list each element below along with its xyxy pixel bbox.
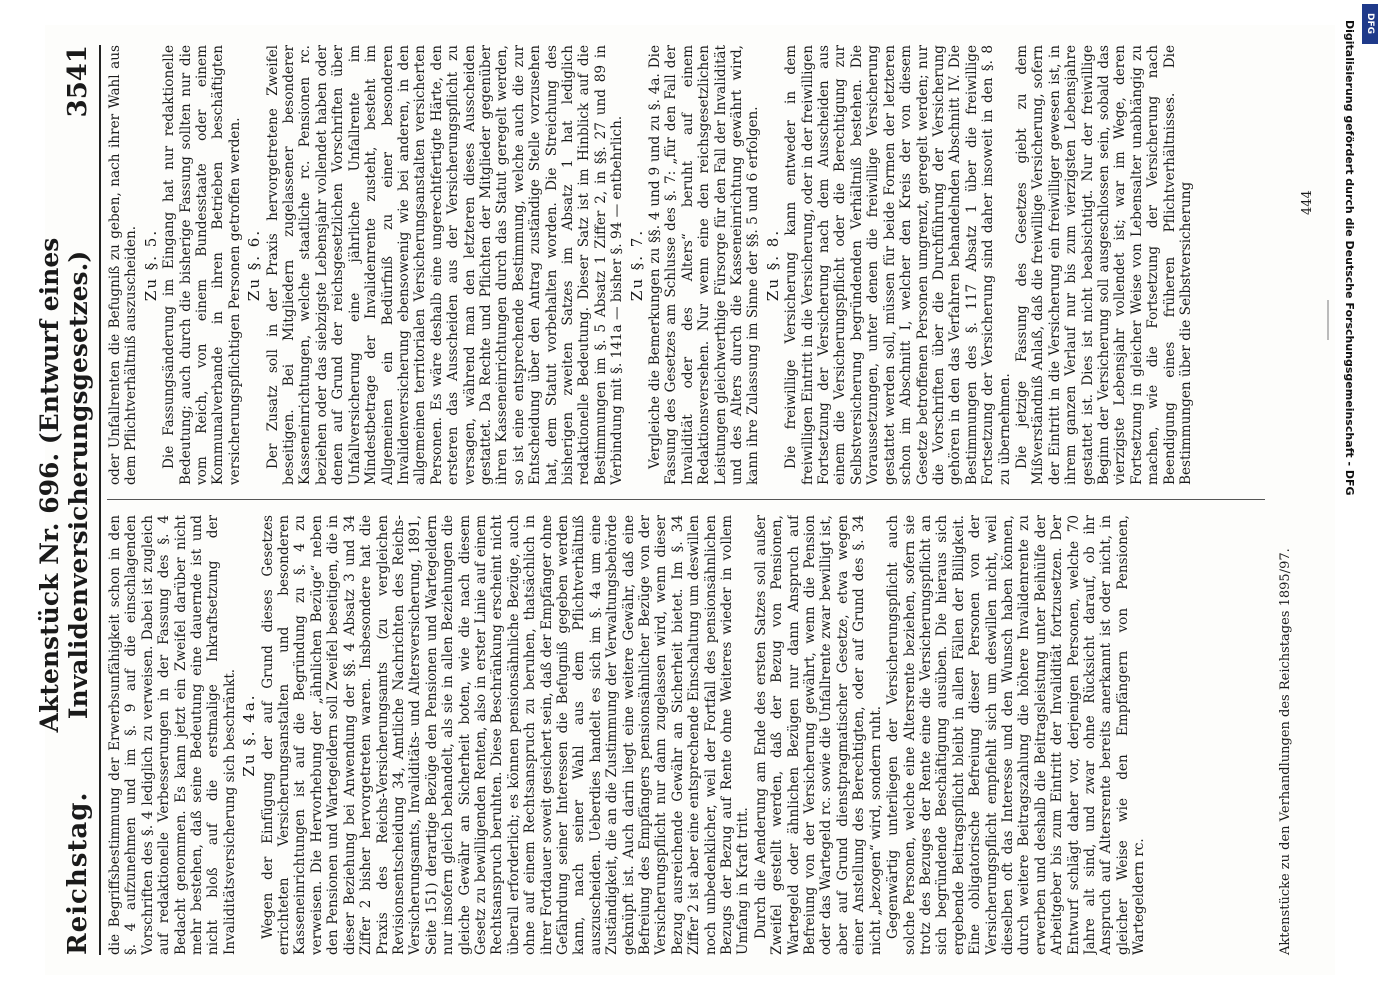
section-heading-6: Zu §. 6.	[245, 228, 264, 302]
section-heading-8: Zu §. 8.	[763, 228, 782, 302]
footer-note: Aktenstücke zu den Verhandlungen des Reichstages 1895/97.	[1278, 548, 1293, 955]
section-heading-7: Zu §. 7.	[627, 228, 646, 302]
left-paragraph-3: Durch die Aenderung am Ende des ersten Satzes soll außer Zweifel gestellt werden, daß der Bezug von Pensionen, Wartegeld oder ähnlichen Bezügen nur dann Anspruch auf Befreiung von der Versicherung gewährt, wenn die Pension oder das Wartegeld rc. sowie die Unfallrente zwar bewilligt ist, aber auf Grund dienstpragmatischer Gesetze, etwa wegen einer Anstellung des Berechtigten, oder auf Grund des §. 34 nicht „bezogen“ wird, sondern ruht.	[752, 515, 884, 955]
scan-mark	[1327, 300, 1329, 340]
footer-page-number: 444	[1300, 190, 1315, 215]
header-page-number: 3541	[63, 45, 93, 118]
left-column	[107, 515, 1265, 955]
section-heading-5: Zu §. 5.	[141, 228, 160, 302]
right-paragraph-2: Die Fassungsänderung im Eingang hat nur redaktionelle Bedeutung; auch durch die bisherige Fassung sollten nur die vom Reich, von einem Bundesstaate oder einem Kommunalverbande in ihren Betrieben beschäftigten versicherungspflichtigen Personen getroffen werden.	[161, 45, 243, 485]
left-paragraph-2: Wegen der Einfügung der auf Grund dieses Gesetzes errichteten Versicherungsanstalten und besonderen Kasseneinrichtungen ist auf die Begründung zu §. 4 zu verweisen. Die Hervorhebung der „ähnlichen Bezüge“ neben den Pensionen und Wartegeldern soll Zweifel beseitigen, die in dieser Beziehung bei Anwendung der §§. 4 Absatz 3 und 34 Ziffer 2 bisher hervorgetreten waren. Insbesondere hat die Praxis des Reichs-Versicherungsamts (zu vergleichen Revisionsentscheidung 34, Amtliche Nachrichten des Reichs-Versicherungsamts, Invaliditäts- und Altersversicherung, 1891, Seite 151) derartige Bezüge den Pensionen und Wartegeldern nur insofern gleich behandelt, als sie in allen Beziehungen die gleiche Gewähr an Sicherheit boten, wie die nach diesem Gesetz zu bewilligenden Renten, also in erster Linie auf einem Rechtsanspruch beruhten. Diese Beschränkung erscheint nicht überall erforderlich; es können pensionsähnliche Bezüge, auch ohne auf einem Rechtsanspruch zu beruhen, thatsächlich in ihrer Fortdauer soweit gesichert sein, daß der Empfänger ohne Gefährdung seiner Interessen die Befugniß gegeben werden kann, nach seiner Wahl aus dem Pflichtverhältniß auszuscheiden. Ueberdies handelt es sich im §. 4a um eine Zuständigkeit, die an die Zustimmung der Verwaltungsbehörde geknüpft ist. Auch darin liegt eine weitere Gewähr, daß eine Befreiung des Empfängers pensionsähnlicher Bezüge von der Versicherungspflicht nur dann zugelassen wird, wenn dieser Bezug ausreichende Gewähr an Sicherheit bietet. Im §. 34 Ziffer 2 ist aber eine entsprechende Einschaltung um deswillen noch unbedenklicher, weil der Fortfall des pensionsähnlichen Bezugs der Bezug auf Rente ohne Weiteres wieder in vollem Umfang in Kraft tritt.	[259, 515, 752, 955]
right-paragraph-6: Die jetzige Fassung des Gesetzes giebt zu dem Mißverständniß Anlaß, daß die freiwillige Versicherung, sofern der Eintritt in die Versicherung ein freiwilliger gewesen ist, in ihrem ganzen Verlauf nur bis zum vierzigsten Lebensjahre gestattet ist. Dies ist nicht beabsichtigt. Nur der freiwillige Beginn der Versicherung soll ausgeschlossen sein, sobald das vierzigste Lebensjahr vollendet ist; war im Wege, deren Fortsetzung in gleicher Weise von Lebensalter unabhängig zu machen, wie die Fortsetzung der Versicherung nach Beendigung eines früheren Pflichtverhältnisses. Die Bestimmungen über die Selbstversicherung	[1013, 45, 1194, 485]
text-columns	[107, 45, 1265, 955]
section-heading-4a: Zu §. 4a.	[240, 693, 259, 777]
rotated-document-page	[35, 25, 1335, 975]
header-left: Reichstag.	[63, 791, 93, 955]
header-title: Aktenstück Nr. 696. (Entwurf eines Invalidenversicherungsgesetzes.)	[35, 237, 93, 733]
column-divider	[107, 499, 1265, 500]
right-paragraph-1: oder Unfallrenten die Befugniß zu geben, nach ihrer Wahl aus dem Pflichtverhältniß auszuscheiden.	[107, 45, 140, 485]
right-paragraph-4: Vergleiche die Bemerkungen zu §§. 4 und 9 und zu §. 4a. Die Fassung des Gesetzes am Schlusse des §. 7: „für den Fall der Invalidität oder des Alters“ beruht auf einem Redaktionsversehen. Nur wenn eine den reichsgesetzlichen Leistungen gleichwerthige Fürsorge für den Fall der Invalidität und des Alters durch die Kasseneinrichtung gewährt wird, kann ihre Zulassung im Sinne der §§. 5 und 6 erfolgen.	[647, 45, 762, 485]
digitization-credit: Digitalisierung gefördert durch die Deutsche Forschungsgemeinschaft - DFG	[1343, 20, 1356, 496]
page-header	[35, 45, 101, 955]
right-paragraph-3: Der Zusatz soll in der Praxis hervorgetretene Zweifel beseitigen. Bei Mitgliedern zugelassener besonderer Kasseneinrichtungen, welche staatliche rc. Pensionen rc. beziehen oder das siebzigste Lebensjahr vollendet haben oder denen auf Grund der reichsgesetzlichen Vorschriften über Unfallversicherung eine jährliche Unfallrente im Mindestbetrage der Invalidenrente zusteht, besteht im Allgemeinen ein Bedürfniß zu einer besonderen Invalidenversicherung ebensowenig wie bei anderen, in den allgemeinen territorialen Versicherungsanstalten versicherten Personen. Es wäre deshalb eine ungerechtfertigte Härte, den ersteren das Ausscheiden aus der Versicherungspflicht zu versagen, während man den letzteren dieses Ausscheiden gestattet. Da Rechte und Pflichten der Mitglieder gegenüber ihren Kasseneinrichtungen durch das Statut geregelt werden, so ist eine entsprechende Bestimmung, welche auch die zur Entscheidung über den Antrag zuständige Stelle vorzusehen hat, dem Statut vorbehalten worden. Die Streichung des bisherigen zweiten Satzes im Absatz 1 hat lediglich redaktionelle Bedeutung. Dieser Satz ist im Hinblick auf die Bestimmungen im §. 5 Absatz 1 Ziffer 2, in §§. 27 und 89 in Verbindung mit §. 141a — bisher §. 94 — entbehrlich.	[264, 45, 626, 485]
right-paragraph-5: Die freiwillige Versicherung kann entweder in dem freiwilligen Eintritt in die Versicherung, oder in der freiwilligen Fortsetzung der Versicherung nach dem Ausscheiden aus einem die Versicherungspflicht oder die Berechtigung zur Selbstversicherung begründenden Verhältniß bestehen. Die Voraussetzungen, unter denen die freiwillige Versicherung gestattet werden soll, müssen für beide Formen der letzteren schon im Abschnitt I, welcher den Kreis der von diesem Gesetze betroffenen Personen umgrenzt, geregelt werden; nur die Vorschriften über die Durchführung der Versicherung gehören in den das Verfahren behandelnden Abschnitt IV. Die Bestimmungen des §. 117 Absatz 1 über die freiwillige Fortsetzung der Versicherung sind daher insoweit in den §. 8 zu übernehmen.	[783, 45, 1013, 485]
right-column	[107, 45, 1265, 485]
left-paragraph-4: Gegenwärtig unterliegen der Versicherungspflicht auch solche Personen, welche eine Altersrente beziehen, sofern sie trotz des Bezuges der Rente eine die Versicherungspflicht an sich begründende Beschäftigung ausüben. Die hieraus sich ergebende Beitragspflicht bleibt in allen Fällen der Billigkeit. Eine obligatorische Befreiung dieser Personen von der Versicherungspflicht empfiehlt sich um deswillen nicht, weil dieselben oft das Interesse und den Wunsch haben können, durch weitere Beitragszahlung die höhere Invalidenrente zu erwerben und deshalb die Beitragsleistung unter Beihülfe der Arbeitgeber bis zum Eintritt der Invalidität fortzusetzen. Der Entwurf schlägt daher vor, derjenigen Personen, welche 70 Jahre alt sind, und zwar ohne Rücksicht darauf, ob ihr Anspruch auf Altersrente bereits anerkannt ist oder nicht, in gleicher Weise wie den Empfängern von Pensionen, Wartegeldern rc.	[885, 515, 1148, 955]
page-footer	[1277, 45, 1317, 955]
left-paragraph-1: die Begriffsbestimmung der Erwerbsunfähigkeit schon in den §. 4 aufzunehmen und im §. 9 auf die einschlagenden Vorschriften des §. 4 lediglich zu verweisen. Dabei ist zugleich auf redaktionelle Verbesserungen in der Fassung des §. 4 Bedacht genommen. Es kann jetzt ein Zweifel darüber nicht mehr bestehen, daß seine Bedeutung eine dauernde ist und nicht bloß auf die erstmalige Inkraftsetzung der Invaliditätsversicherung sich beschränkt.	[107, 515, 238, 955]
dfg-logo: DFG	[1362, 4, 1378, 44]
